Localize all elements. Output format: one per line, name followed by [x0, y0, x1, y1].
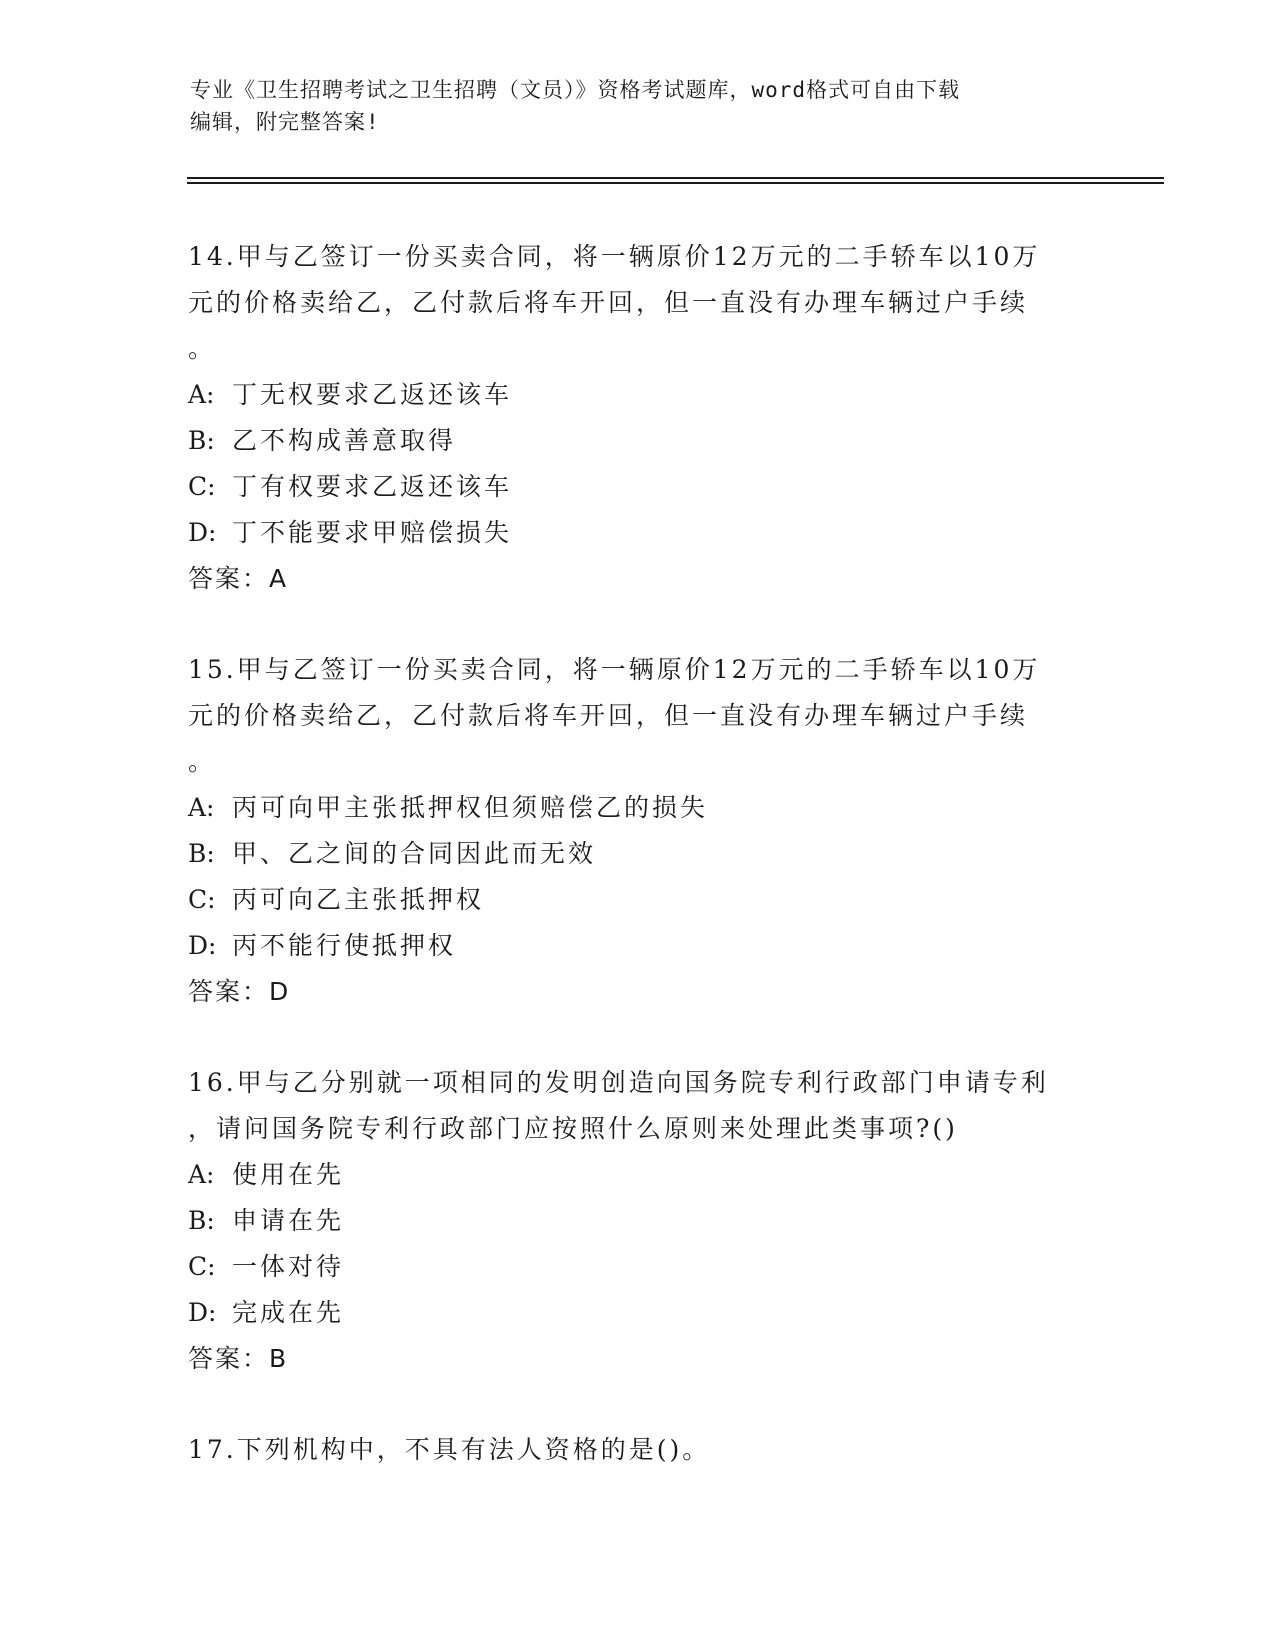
option-text: 丁有权要求乙返还该车 [232, 472, 513, 501]
option-text: 丙可向甲主张抵押权但须赔偿乙的损失 [232, 793, 709, 822]
option-b [188, 831, 1088, 877]
option-text: 丙可向乙主张抵押权 [232, 885, 485, 914]
option-letter: D: [188, 518, 217, 547]
question-16 [188, 1060, 1088, 1382]
option-text: 一体对待 [232, 1252, 345, 1281]
question-text-line: 。 [188, 334, 214, 363]
answer [188, 556, 1088, 602]
option-text: 完成在先 [232, 1298, 345, 1327]
document-header [190, 74, 1090, 138]
option-text: 使用在先 [232, 1160, 345, 1189]
option-b [188, 1198, 1088, 1244]
answer [188, 969, 1088, 1015]
option-a [188, 372, 1088, 418]
option-letter: A: [188, 1160, 215, 1189]
option-letter: C: [188, 885, 216, 914]
option-d [188, 923, 1088, 969]
option-text: 丁不能要求甲赔偿损失 [232, 518, 513, 547]
option-a [188, 1152, 1088, 1198]
option-letter: C: [188, 1252, 216, 1281]
answer-label: 答案： [188, 1344, 270, 1373]
question-text-line: ，请问国务院专利行政部门应按照什么原则来处理此类事项?() [188, 1114, 958, 1143]
answer-label: 答案： [188, 564, 270, 593]
answer-value: B [269, 1344, 289, 1373]
header-line-2: 编辑，附完整答案! [190, 110, 380, 134]
option-text: 申请在先 [232, 1206, 345, 1235]
option-letter: B: [188, 1206, 215, 1235]
option-letter: A: [188, 793, 215, 822]
option-text: 丁无权要求乙返还该车 [232, 380, 513, 409]
option-letter: B: [188, 426, 215, 455]
option-letter: D: [188, 1298, 217, 1327]
option-letter: C: [188, 472, 216, 501]
option-c [188, 877, 1088, 923]
answer-label: 答案： [188, 977, 270, 1006]
option-c [188, 1244, 1088, 1290]
option-c [188, 464, 1088, 510]
option-d [188, 510, 1088, 556]
header-line-1: 专业《卫生招聘考试之卫生招聘（文员）》资格考试题库，word格式可自由下载 [190, 78, 961, 102]
option-letter: B: [188, 839, 215, 868]
question-text-line: 14.甲与乙签订一份买卖合同，将一辆原价12万元的二手轿车以10万 [188, 242, 1041, 271]
question-17 [188, 1427, 1088, 1473]
option-letter: D: [188, 931, 217, 960]
option-text: 乙不构成善意取得 [232, 426, 457, 455]
option-b [188, 418, 1088, 464]
question-14 [188, 234, 1088, 602]
question-15 [188, 647, 1088, 1015]
question-text-line: 元的价格卖给乙，乙付款后将车开回，但一直没有办理车辆过户手续 [188, 701, 1029, 730]
question-text-line: 16.甲与乙分别就一项相同的发明创造向国务院专利行政部门申请专利 [188, 1068, 1049, 1097]
answer-value: D [269, 977, 291, 1006]
option-d [188, 1290, 1088, 1336]
question-text-line: 15.甲与乙签订一份买卖合同，将一辆原价12万元的二手轿车以10万 [188, 655, 1041, 684]
option-text: 甲、乙之间的合同因此而无效 [232, 839, 597, 868]
header-divider-bottom [187, 182, 1164, 184]
option-letter: A: [188, 380, 215, 409]
header-divider-top [187, 177, 1164, 179]
question-text-line: 17.下列机构中，不具有法人资格的是()。 [188, 1435, 711, 1464]
question-text-line: 。 [188, 747, 214, 776]
option-a [188, 785, 1088, 831]
question-text-line: 元的价格卖给乙，乙付款后将车开回，但一直没有办理车辆过户手续 [188, 288, 1029, 317]
answer-value: A [269, 564, 289, 593]
option-text: 丙不能行使抵押权 [232, 931, 457, 960]
answer [188, 1336, 1088, 1382]
